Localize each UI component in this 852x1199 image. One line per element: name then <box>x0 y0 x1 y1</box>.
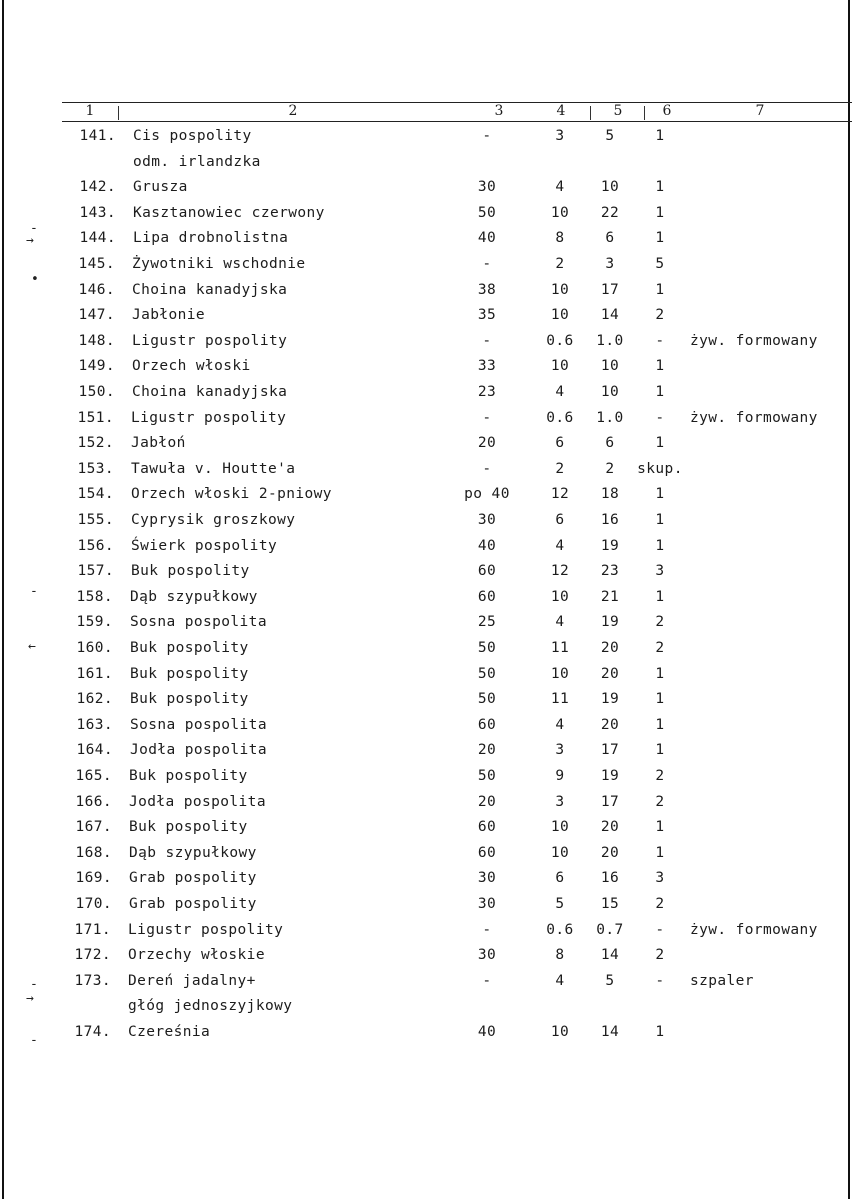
species-name: Buk pospolity <box>130 691 249 708</box>
row-number: 169. <box>75 870 112 887</box>
cell-col-3: 60 <box>477 563 497 580</box>
cell-col-3: 23 <box>477 384 497 400</box>
cell-col-5: 20 <box>600 844 620 861</box>
cell-col-6: 1 <box>655 486 665 503</box>
species-name: Orzech włoski 2-pniowy <box>131 486 332 503</box>
cell-col-5: 19 <box>600 768 620 784</box>
margin-mark: • <box>31 272 39 287</box>
species-name-continuation: odm. irlandzka <box>133 153 261 170</box>
table-row <box>0 459 852 479</box>
species-name: Ligustr pospolity <box>131 409 287 426</box>
species-name: Jodła pospolita <box>129 793 266 810</box>
cell-col-3: - <box>482 972 492 989</box>
species-name: Ligustr pospolity <box>132 332 288 349</box>
cell-col-6: 2 <box>655 614 665 631</box>
cell-col-3: 35 <box>477 307 497 324</box>
table-row <box>0 689 852 709</box>
row-number: 156. <box>77 537 114 554</box>
row-number: 167. <box>75 819 112 836</box>
cell-col-4: 0.6 <box>546 332 574 349</box>
cell-col-6: - <box>655 332 665 349</box>
row-number: 172. <box>74 947 111 964</box>
table-row <box>0 280 852 300</box>
table-row <box>0 177 852 197</box>
cell-col-6: 1 <box>655 204 665 221</box>
cell-col-4: 10 <box>550 281 570 298</box>
table-row <box>0 433 852 453</box>
cell-col-6: 1 <box>655 384 665 400</box>
species-name: Orzech włoski <box>132 358 251 375</box>
margin-mark: → <box>26 233 34 248</box>
cell-col-5: 10 <box>600 384 620 400</box>
species-name: Buk pospolity <box>130 640 249 656</box>
column-header-5: 5 <box>613 103 623 119</box>
table-row <box>0 612 852 632</box>
row-number: 142. <box>79 179 116 196</box>
row-number: 162. <box>76 691 113 708</box>
cell-col-5: 21 <box>600 588 620 605</box>
table-row <box>0 945 852 965</box>
cell-col-4: 10 <box>550 665 570 682</box>
cell-col-5: 17 <box>600 742 620 759</box>
row-number: 164. <box>76 742 113 759</box>
cell-col-3: 50 <box>477 204 497 221</box>
cell-col-7: szpaler <box>690 972 754 989</box>
cell-col-6: 2 <box>655 640 665 656</box>
column-header-7: 7 <box>755 103 765 119</box>
species-name: Ligustr pospolity <box>128 921 284 938</box>
cell-col-4: 4 <box>555 179 565 196</box>
cell-col-4: 4 <box>555 972 565 989</box>
species-name: Cyprysik groszkowy <box>131 512 296 528</box>
species-name: Tawuła v. Houtte'a <box>131 460 296 477</box>
cell-col-5: 0.7 <box>596 921 624 938</box>
cell-col-5: 20 <box>600 665 620 682</box>
species-name: Czereśnia <box>128 1024 211 1040</box>
cell-col-5: 6 <box>605 435 615 452</box>
row-number: 148. <box>78 332 115 349</box>
cell-col-3: 60 <box>477 819 497 836</box>
row-number: 152. <box>77 435 114 452</box>
row-number: 144. <box>79 230 116 247</box>
cell-col-4: 10 <box>550 358 570 375</box>
table-row <box>0 510 852 530</box>
species-name: Grab pospolity <box>129 870 257 887</box>
cell-col-4: 3 <box>555 128 565 144</box>
cell-col-4: 5 <box>555 896 565 912</box>
cell-col-3: 25 <box>477 614 497 631</box>
table-row <box>0 894 852 914</box>
cell-col-3: 30 <box>477 512 497 528</box>
cell-col-5: 17 <box>600 793 620 810</box>
cell-col-5: 17 <box>600 281 620 298</box>
column-header-2: 2 <box>288 103 298 119</box>
cell-col-6: 3 <box>655 870 665 887</box>
cell-col-5: 22 <box>600 204 620 221</box>
table-row <box>0 715 852 735</box>
species-name: Jodła pospolita <box>130 742 267 759</box>
species-name: Choina kanadyjska <box>132 384 288 400</box>
row-number: 153. <box>77 460 114 477</box>
cell-col-4: 4 <box>555 614 565 631</box>
cell-col-4: 4 <box>555 384 565 400</box>
column-header-3: 3 <box>494 103 504 119</box>
cell-col-6: 1 <box>655 691 665 708</box>
cell-col-4: 2 <box>555 460 565 477</box>
species-name: Świerk pospolity <box>131 537 278 554</box>
cell-col-3: 30 <box>477 179 497 196</box>
species-name: Sosna pospolita <box>130 614 267 631</box>
row-number: 151. <box>77 409 114 426</box>
cell-col-3: 50 <box>477 768 497 784</box>
margin-mark: - <box>30 584 38 599</box>
species-name: Orzechy włoskie <box>128 947 265 964</box>
cell-col-4: 10 <box>550 307 570 324</box>
cell-col-3: - <box>482 921 492 938</box>
species-name: Dereń jadalny+ <box>128 972 256 989</box>
cell-col-4: 12 <box>550 486 570 503</box>
cell-col-3: 40 <box>477 1024 497 1040</box>
cell-col-5: 16 <box>600 512 620 528</box>
table-row <box>0 382 852 402</box>
cell-col-5: 19 <box>600 537 620 554</box>
row-number: 171. <box>74 921 111 938</box>
cell-col-5: 20 <box>600 716 620 733</box>
cell-col-4: 10 <box>550 844 570 861</box>
table-row-continuation <box>0 996 852 1016</box>
species-name: Żywotniki wschodnie <box>132 256 306 272</box>
row-number: 161. <box>76 665 113 682</box>
cell-col-6: 1 <box>655 512 665 528</box>
species-name: Buk pospolity <box>131 563 250 580</box>
cell-col-6: 2 <box>655 947 665 964</box>
species-name: Grusza <box>133 179 188 196</box>
table-row <box>0 843 852 863</box>
table-row <box>0 740 852 760</box>
table-row <box>0 971 852 991</box>
cell-col-5: 20 <box>600 640 620 656</box>
cell-col-5: 23 <box>600 563 620 580</box>
table-row <box>0 305 852 325</box>
row-number: 145. <box>78 256 115 272</box>
cell-col-4: 4 <box>555 716 565 733</box>
cell-col-5: 18 <box>600 486 620 503</box>
cell-col-5: 15 <box>600 896 620 912</box>
cell-col-6: - <box>655 409 665 426</box>
column-header-6: 6 <box>662 103 672 119</box>
cell-col-6: 1 <box>655 819 665 836</box>
cell-col-4: 6 <box>555 435 565 452</box>
cell-col-3: 50 <box>477 640 497 656</box>
cell-col-3: 38 <box>477 281 497 298</box>
cell-col-6: - <box>655 972 665 989</box>
species-name: Buk pospolity <box>129 768 248 784</box>
cell-col-3: 30 <box>477 947 497 964</box>
cell-col-6: 1 <box>655 358 665 375</box>
cell-col-5: 19 <box>600 691 620 708</box>
cell-col-6: skup. <box>637 460 683 477</box>
species-name: Kasztanowiec czerwony <box>133 204 325 221</box>
column-header-1: 1 <box>85 103 95 119</box>
cell-col-6: - <box>655 921 665 938</box>
cell-col-3: 60 <box>477 588 497 605</box>
cell-col-3: po 40 <box>464 486 510 503</box>
table-row <box>0 331 852 351</box>
table-row <box>0 536 852 556</box>
cell-col-4: 0.6 <box>546 921 574 938</box>
row-number: 159. <box>76 614 113 631</box>
cell-col-4: 10 <box>550 819 570 836</box>
cell-col-6: 1 <box>655 665 665 682</box>
cell-col-6: 2 <box>655 768 665 784</box>
table-row <box>0 408 852 428</box>
cell-col-6: 1 <box>655 128 665 144</box>
cell-col-3: 33 <box>477 358 497 375</box>
cell-col-5: 10 <box>600 358 620 375</box>
table-row <box>0 766 852 786</box>
cell-col-6: 1 <box>655 844 665 861</box>
cell-col-6: 1 <box>655 716 665 733</box>
cell-col-4: 0.6 <box>546 409 574 426</box>
row-number: 147. <box>78 307 115 324</box>
cell-col-3: 20 <box>477 742 497 759</box>
table-row <box>0 638 852 658</box>
cell-col-5: 16 <box>600 870 620 887</box>
species-name: Sosna pospolita <box>130 716 267 733</box>
species-name-continuation: głóg jednoszyjkowy <box>128 998 293 1015</box>
margin-mark: - <box>30 977 38 992</box>
table-row <box>0 584 852 607</box>
cell-col-3: 20 <box>477 793 497 810</box>
cell-col-5: 5 <box>605 128 615 144</box>
cell-col-6: 2 <box>655 793 665 810</box>
cell-col-3: 50 <box>477 691 497 708</box>
cell-col-5: 19 <box>600 614 620 631</box>
cell-col-5: 1.0 <box>596 332 624 349</box>
row-number: 146. <box>78 281 115 298</box>
cell-col-3: 60 <box>477 716 497 733</box>
cell-col-7: żyw. formowany <box>690 332 818 349</box>
table-row <box>0 484 852 504</box>
species-name: Jabłonie <box>132 307 206 324</box>
cell-col-6: 3 <box>655 563 665 580</box>
cell-col-5: 20 <box>600 819 620 836</box>
cell-col-4: 3 <box>555 742 565 759</box>
cell-col-7: żyw. formowany <box>690 921 818 938</box>
table-row <box>0 817 852 837</box>
margin-mark: - <box>30 1033 38 1048</box>
row-number: 160. <box>76 640 113 656</box>
table-row <box>0 920 852 940</box>
species-name: Jabłoń <box>131 435 186 452</box>
cell-col-4: 6 <box>555 512 565 528</box>
cell-col-3: - <box>482 409 492 426</box>
cell-col-3: - <box>482 460 492 477</box>
table-row <box>0 228 852 248</box>
cell-col-3: - <box>482 128 492 144</box>
table-row <box>0 792 852 812</box>
cell-col-5: 14 <box>600 307 620 324</box>
cell-col-5: 14 <box>600 1024 620 1040</box>
row-number: 157. <box>77 563 114 580</box>
cell-col-6: 1 <box>655 230 665 247</box>
cell-col-4: 6 <box>555 870 565 887</box>
cell-col-5: 2 <box>605 460 615 477</box>
row-number: 155. <box>77 512 114 528</box>
cell-col-5: 10 <box>600 179 620 196</box>
table-row <box>0 1022 852 1042</box>
table-row <box>0 203 852 223</box>
cell-col-5: 3 <box>605 256 615 272</box>
cell-col-3: - <box>482 332 492 349</box>
table-row <box>0 868 852 888</box>
row-number: 165. <box>75 768 112 784</box>
cell-col-4: 12 <box>550 563 570 580</box>
cell-col-4: 8 <box>555 947 565 964</box>
row-number: 141. <box>79 128 116 144</box>
row-number: 174. <box>74 1024 111 1040</box>
cell-col-4: 11 <box>550 640 570 656</box>
cell-col-4: 10 <box>550 588 570 605</box>
margin-mark: ← <box>28 639 36 654</box>
row-number: 166. <box>75 793 112 810</box>
row-number: 163. <box>76 716 113 733</box>
cell-col-5: 1.0 <box>596 409 624 426</box>
cell-col-3: 40 <box>477 537 497 554</box>
cell-col-6: 1 <box>655 435 665 452</box>
cell-col-7: żyw. formowany <box>690 409 818 426</box>
cell-col-6: 5 <box>655 256 665 272</box>
species-name: Dąb szypułkowy <box>130 588 258 605</box>
cell-col-6: 1 <box>655 588 665 605</box>
cell-col-5: 14 <box>600 947 620 964</box>
cell-col-4: 9 <box>555 768 565 784</box>
row-number: 170. <box>75 896 112 912</box>
cell-col-3: 60 <box>477 844 497 861</box>
cell-col-6: 1 <box>655 742 665 759</box>
cell-col-4: 8 <box>555 230 565 247</box>
row-number: 154. <box>77 486 114 503</box>
margin-mark: - <box>30 221 38 236</box>
cell-col-4: 10 <box>550 204 570 221</box>
margin-mark: → <box>26 991 34 1006</box>
column-header-4: 4 <box>556 103 566 119</box>
species-name: Grab pospolity <box>129 896 257 912</box>
cell-col-5: 6 <box>605 230 615 247</box>
species-name: Lipa drobnolistna <box>133 230 289 247</box>
species-name: Choina kanadyjska <box>132 281 288 298</box>
table-row <box>0 126 852 146</box>
cell-col-4: 4 <box>555 537 565 554</box>
row-number: 143. <box>79 204 116 221</box>
table-row <box>0 561 852 581</box>
cell-col-3: 30 <box>477 870 497 887</box>
cell-col-4: 11 <box>550 691 570 708</box>
species-name: Cis pospolity <box>133 128 252 144</box>
cell-col-3: 20 <box>477 435 497 452</box>
cell-col-6: 1 <box>655 179 665 196</box>
cell-col-3: 30 <box>477 896 497 912</box>
cell-col-4: 2 <box>555 256 565 272</box>
table-row <box>0 664 852 684</box>
table-row <box>0 254 852 274</box>
row-number: 150. <box>78 384 115 400</box>
species-name: Buk pospolity <box>130 665 249 682</box>
cell-col-3: 50 <box>477 665 497 682</box>
table-row-continuation <box>0 152 852 172</box>
cell-col-6: 2 <box>655 307 665 324</box>
row-number: 168. <box>75 844 112 861</box>
row-number: 173. <box>74 972 111 989</box>
cell-col-6: 2 <box>655 896 665 912</box>
table-row <box>0 356 852 376</box>
cell-col-4: 10 <box>550 1024 570 1040</box>
cell-col-3: - <box>482 256 492 272</box>
cell-col-6: 1 <box>655 1024 665 1040</box>
row-number: 158. <box>76 588 113 605</box>
cell-col-6: 1 <box>655 537 665 554</box>
species-name: Buk pospolity <box>129 819 248 836</box>
species-name: Dąb szypułkowy <box>129 844 257 861</box>
cell-col-3: 40 <box>477 230 497 247</box>
cell-col-5: 5 <box>605 972 615 989</box>
cell-col-4: 3 <box>555 793 565 810</box>
row-number: 149. <box>78 358 115 375</box>
cell-col-6: 1 <box>655 281 665 298</box>
